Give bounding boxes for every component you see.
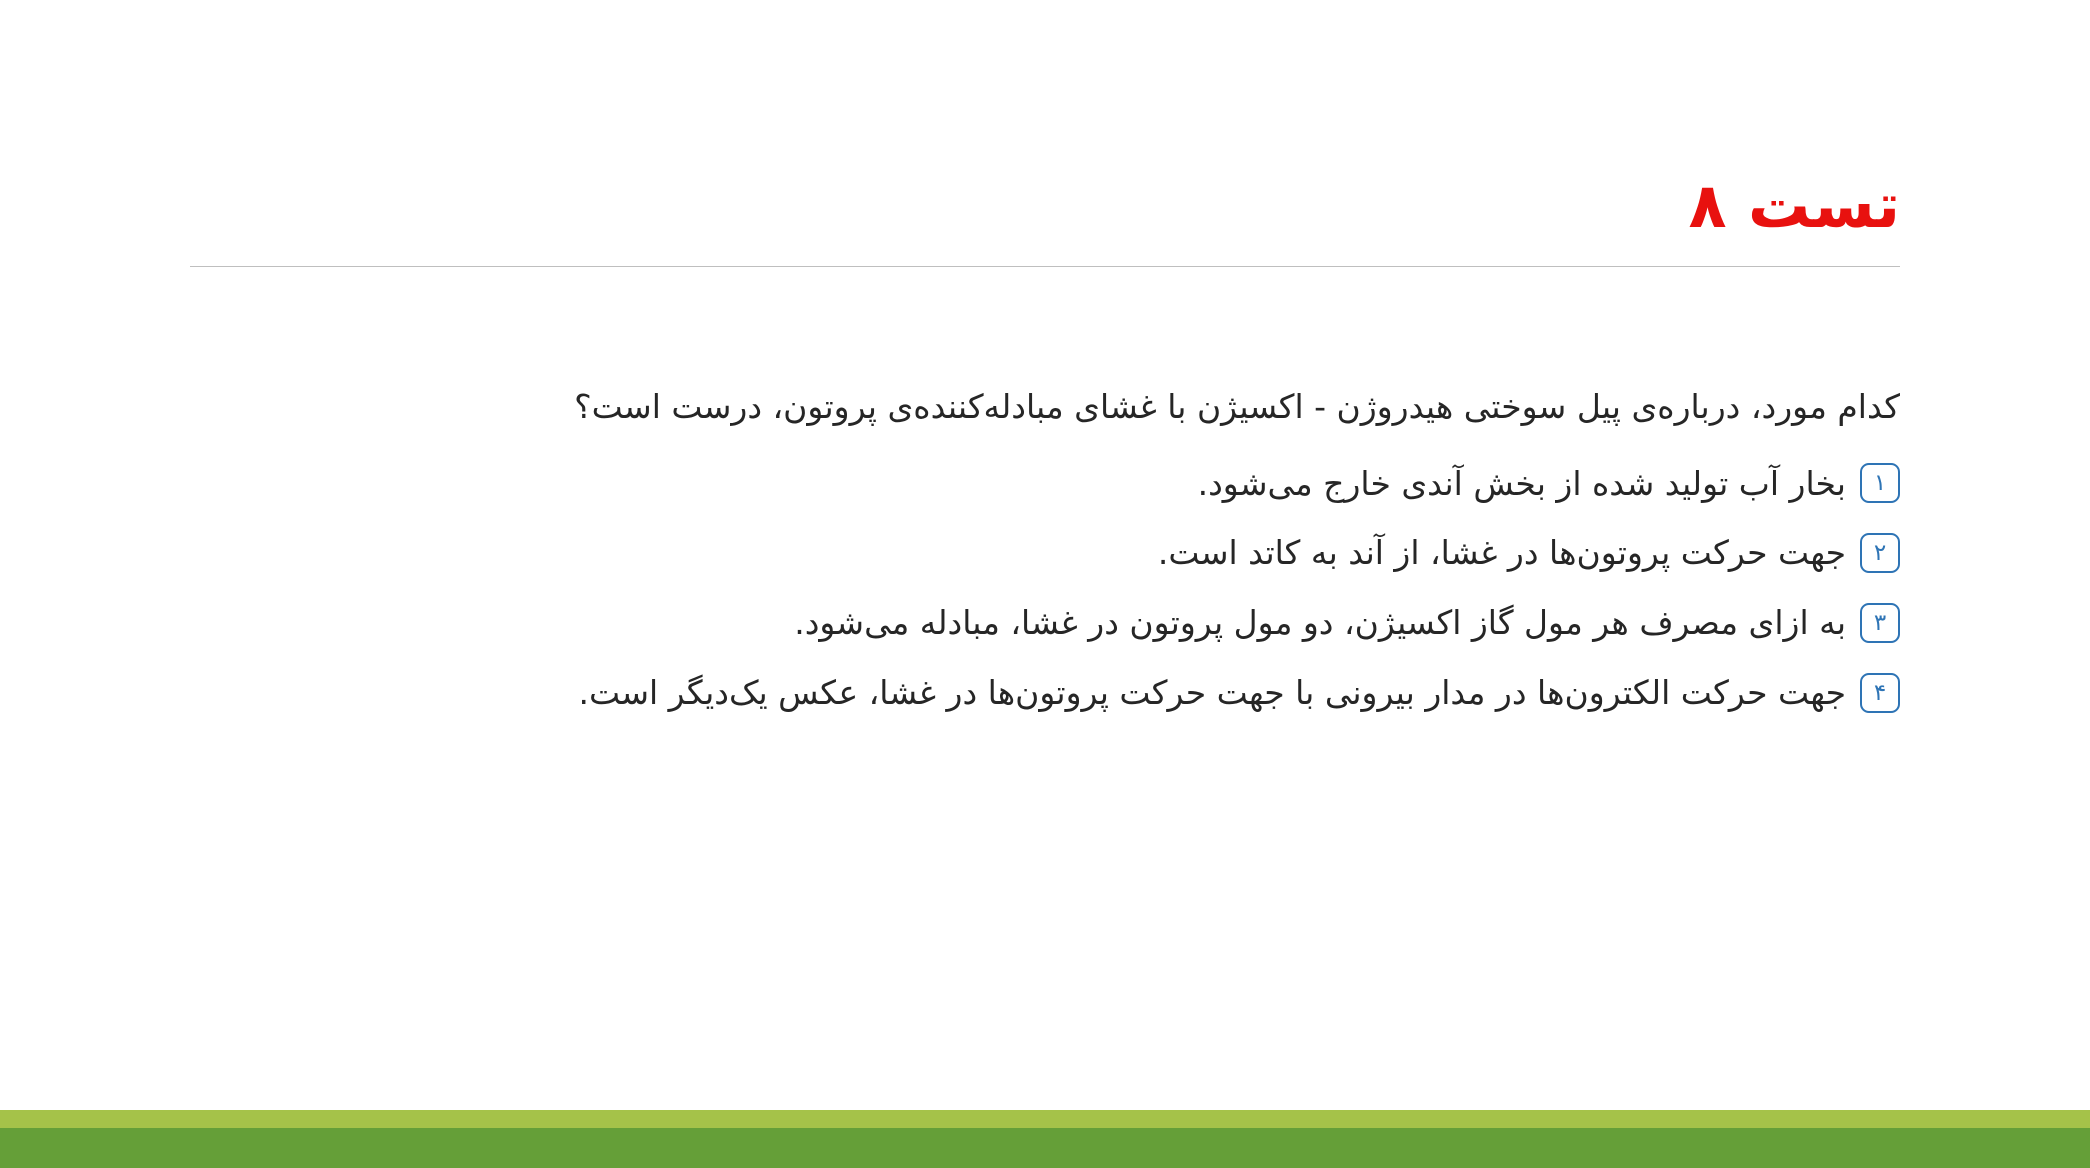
- option-row-3[interactable]: [190, 599, 1900, 647]
- title-divider: [190, 266, 1900, 267]
- option-row-2[interactable]: [190, 529, 1900, 577]
- footer-accent-bar-dark: [0, 1128, 2090, 1168]
- option-label-1: بخار آب تولید شده از بخش آندی خارج می‌شود.: [1197, 463, 1846, 503]
- option-number-badge-2: ۲: [1860, 533, 1900, 573]
- option-label-3: به ازای مصرف هر مول گاز اکسیژن، دو مول پروتون در غشا، مبادله می‌شود.: [794, 603, 1846, 643]
- option-row-4[interactable]: [190, 669, 1900, 717]
- title-block: [190, 169, 1900, 267]
- option-number-badge-4: ۴: [1860, 673, 1900, 713]
- option-row-1[interactable]: [190, 460, 1900, 508]
- question-text: کدام مورد، درباره‌ی پیل سوختی هیدروژن - اکسیژن با غشای مبادله‌کننده‌ی پروتون، درست است؟: [574, 387, 1900, 426]
- option-label-2: جهت حرکت پروتون‌ها در غشا، از آند به کاتد است.: [1157, 533, 1846, 573]
- page-title: تست ۸: [1688, 169, 1900, 242]
- option-number-badge-1: ۱: [1860, 463, 1900, 503]
- option-label-4: جهت حرکت الکترون‌ها در مدار بیرونی با جهت حرکت پروتون‌ها در غشا، عکس یک‌دیگر است.: [578, 673, 1846, 713]
- footer-accent-bar-light: [0, 1110, 2090, 1128]
- option-number-badge-3: ۳: [1860, 603, 1900, 643]
- content-body: [190, 382, 1900, 739]
